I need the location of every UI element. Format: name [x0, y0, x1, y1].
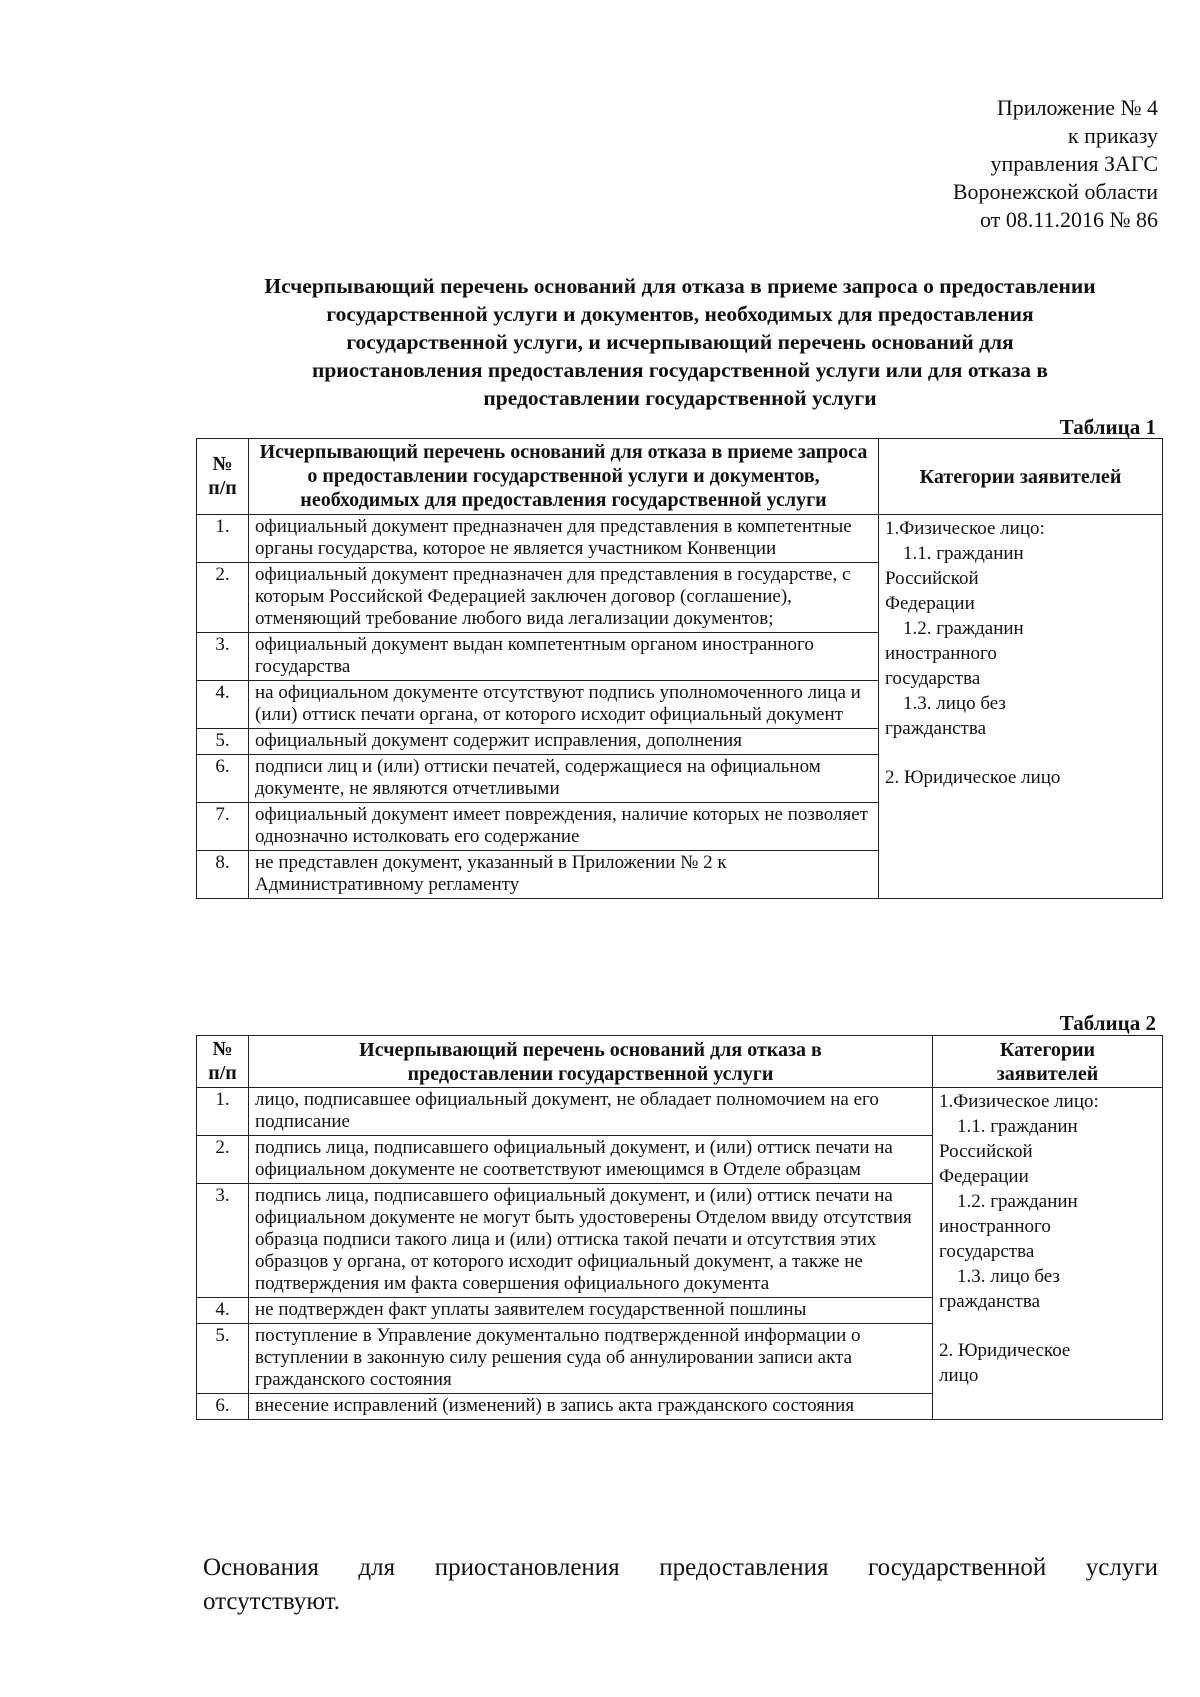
category-line: Российской: [939, 1141, 1033, 1162]
row-text: официальный документ содержит исправления, дополнения: [249, 729, 879, 755]
footer-line-2: отсутствуют.: [203, 1588, 341, 1615]
header-reason: Исчерпывающий перечень оснований для отказа в предоставлении государственной услуги: [249, 1036, 933, 1088]
footer-line-1: Основания для приостановления предоставления государственной услуги: [203, 1554, 1158, 1581]
row-num: 3.: [197, 633, 249, 681]
row-num: 1.: [197, 515, 249, 563]
title-line: государственной услуги и документов, необходимых для предоставления: [326, 302, 1034, 326]
appendix-block: [953, 94, 1158, 234]
category-line: лицо: [939, 1365, 979, 1386]
header-reason: Исчерпывающий перечень оснований для отказа в приеме запроса о предоставлении государственной услуги и документов, необходимых для предоставления государственной услуги: [249, 439, 879, 515]
category-line: гражданства: [939, 1291, 1041, 1312]
row-num: 7.: [197, 803, 249, 851]
table1-label: Таблица 1: [1059, 415, 1156, 439]
title-line: государственной услуги, и исчерпывающий перечень оснований для: [346, 330, 1014, 354]
row-num: 6.: [197, 1394, 249, 1420]
appendix-line: от 08.11.2016 № 86: [980, 207, 1158, 232]
row-text: на официальном документе отсутствуют подпись уполномоченного лица и (или) оттиск печати органа, от которого исходит официальный документ: [249, 681, 879, 729]
row-num: 4.: [197, 681, 249, 729]
row-text: официальный документ выдан компетентным органом иностранного государства: [249, 633, 879, 681]
row-text: подпись лица, подписавшего официальный документ, и (или) оттиск печати на официальном документе не могут быть удостоверены Отделом ввиду отсутствия образца подписи такого лица и (или) оттиска такой печати и отсутствия этих образцов у органа, от которого исходит официальный документ, а также не подтверждения им факта совершения официального документа: [249, 1184, 933, 1298]
category-line: государства: [939, 1241, 1035, 1262]
category-line: 1.Физическое лицо:: [939, 1091, 1099, 1112]
category-line: 1.3. лицо без: [957, 1266, 1060, 1287]
appendix-line: Воронежской области: [952, 179, 1158, 204]
row-text: подписи лиц и (или) оттиски печатей, содержащиеся на официальном документе, не являются отчетливыми: [249, 755, 879, 803]
row-num: 2.: [197, 563, 249, 633]
row-text: официальный документ предназначен для представления в государстве, с которым Российской Федерацией заключен договор (соглашение), отменяющий требование любого вида легализации документов;: [249, 563, 879, 633]
category-cell: [879, 515, 1163, 899]
row-text: не представлен документ, указанный в Приложении № 2 к Административному регламенту: [249, 851, 879, 899]
category-line: 1.Физическое лицо:: [885, 518, 1045, 539]
category-line: иностранного: [939, 1216, 1051, 1237]
table-row: [197, 515, 1163, 563]
row-text: подпись лица, подписавшего официальный документ, и (или) оттиск печати на официальном документе не соответствуют имеющимся в Отделе образцам: [249, 1136, 933, 1184]
category-gap: [939, 1314, 1156, 1338]
row-num: 6.: [197, 755, 249, 803]
row-num: 5.: [197, 729, 249, 755]
row-num: 1.: [197, 1088, 249, 1136]
appendix-line: управления ЗАГС: [990, 151, 1158, 176]
category-line: 1.2. гражданин: [903, 618, 1024, 639]
table1: [196, 438, 1163, 899]
title-line: Исчерпывающий перечень оснований для отказа в приеме запроса о предоставлении: [264, 274, 1096, 298]
category-line: Федерации: [885, 593, 975, 614]
category-line: Федерации: [939, 1166, 1029, 1187]
table-header-row: [197, 1036, 1163, 1088]
title-line: предоставлении государственной услуги: [483, 386, 877, 410]
row-num: 4.: [197, 1298, 249, 1324]
category-line: 1.3. лицо без: [903, 693, 1006, 714]
table-header-row: [197, 439, 1163, 515]
row-num: 8.: [197, 851, 249, 899]
category-line: гражданства: [885, 718, 987, 739]
row-text: официальный документ имеет повреждения, наличие которых не позволяет однозначно истолковать его содержание: [249, 803, 879, 851]
row-text: лицо, подписавшее официальный документ, не обладает полномочием на его подписание: [249, 1088, 933, 1136]
appendix-line: Приложение № 4: [996, 95, 1158, 120]
header-num: № п/п: [197, 439, 249, 515]
category-line: 2. Юридическое лицо: [885, 767, 1061, 788]
appendix-line: к приказу: [1067, 123, 1158, 148]
row-num: 3.: [197, 1184, 249, 1298]
category-line: 2. Юридическое: [939, 1340, 1071, 1361]
table2-label: Таблица 2: [1059, 1011, 1156, 1035]
category-line: 1.2. гражданин: [957, 1191, 1078, 1212]
row-text: поступление в Управление документально подтвержденной информации о вступлении в законную силу решения суда об аннулировании записи акта гражданского состояния: [249, 1324, 933, 1394]
header-category: Категории заявителей: [879, 439, 1163, 515]
category-line: иностранного: [885, 643, 997, 664]
header-category: Категории заявителей: [933, 1036, 1163, 1088]
row-text: внесение исправлений (изменений) в запись акта гражданского состояния: [249, 1394, 933, 1420]
row-num: 2.: [197, 1136, 249, 1184]
document-title: [190, 272, 1170, 412]
category-cell: [933, 1088, 1163, 1420]
category-line: Российской: [885, 568, 979, 589]
header-num: № п/п: [197, 1036, 249, 1088]
table2: [196, 1035, 1163, 1420]
category-line: 1.1. гражданин: [903, 543, 1024, 564]
table-row: [197, 1088, 1163, 1136]
title-line: приостановления предоставления государственной услуги или для отказа в: [311, 358, 1049, 382]
category-gap: [885, 741, 1156, 765]
category-line: государства: [885, 668, 981, 689]
category-line: 1.1. гражданин: [957, 1116, 1078, 1137]
row-text: не подтвержден факт уплаты заявителем государственной пошлины: [249, 1298, 933, 1324]
row-text: официальный документ предназначен для представления в компетентные органы государства, которое не является участником Конвенции: [249, 515, 879, 563]
row-num: 5.: [197, 1324, 249, 1394]
